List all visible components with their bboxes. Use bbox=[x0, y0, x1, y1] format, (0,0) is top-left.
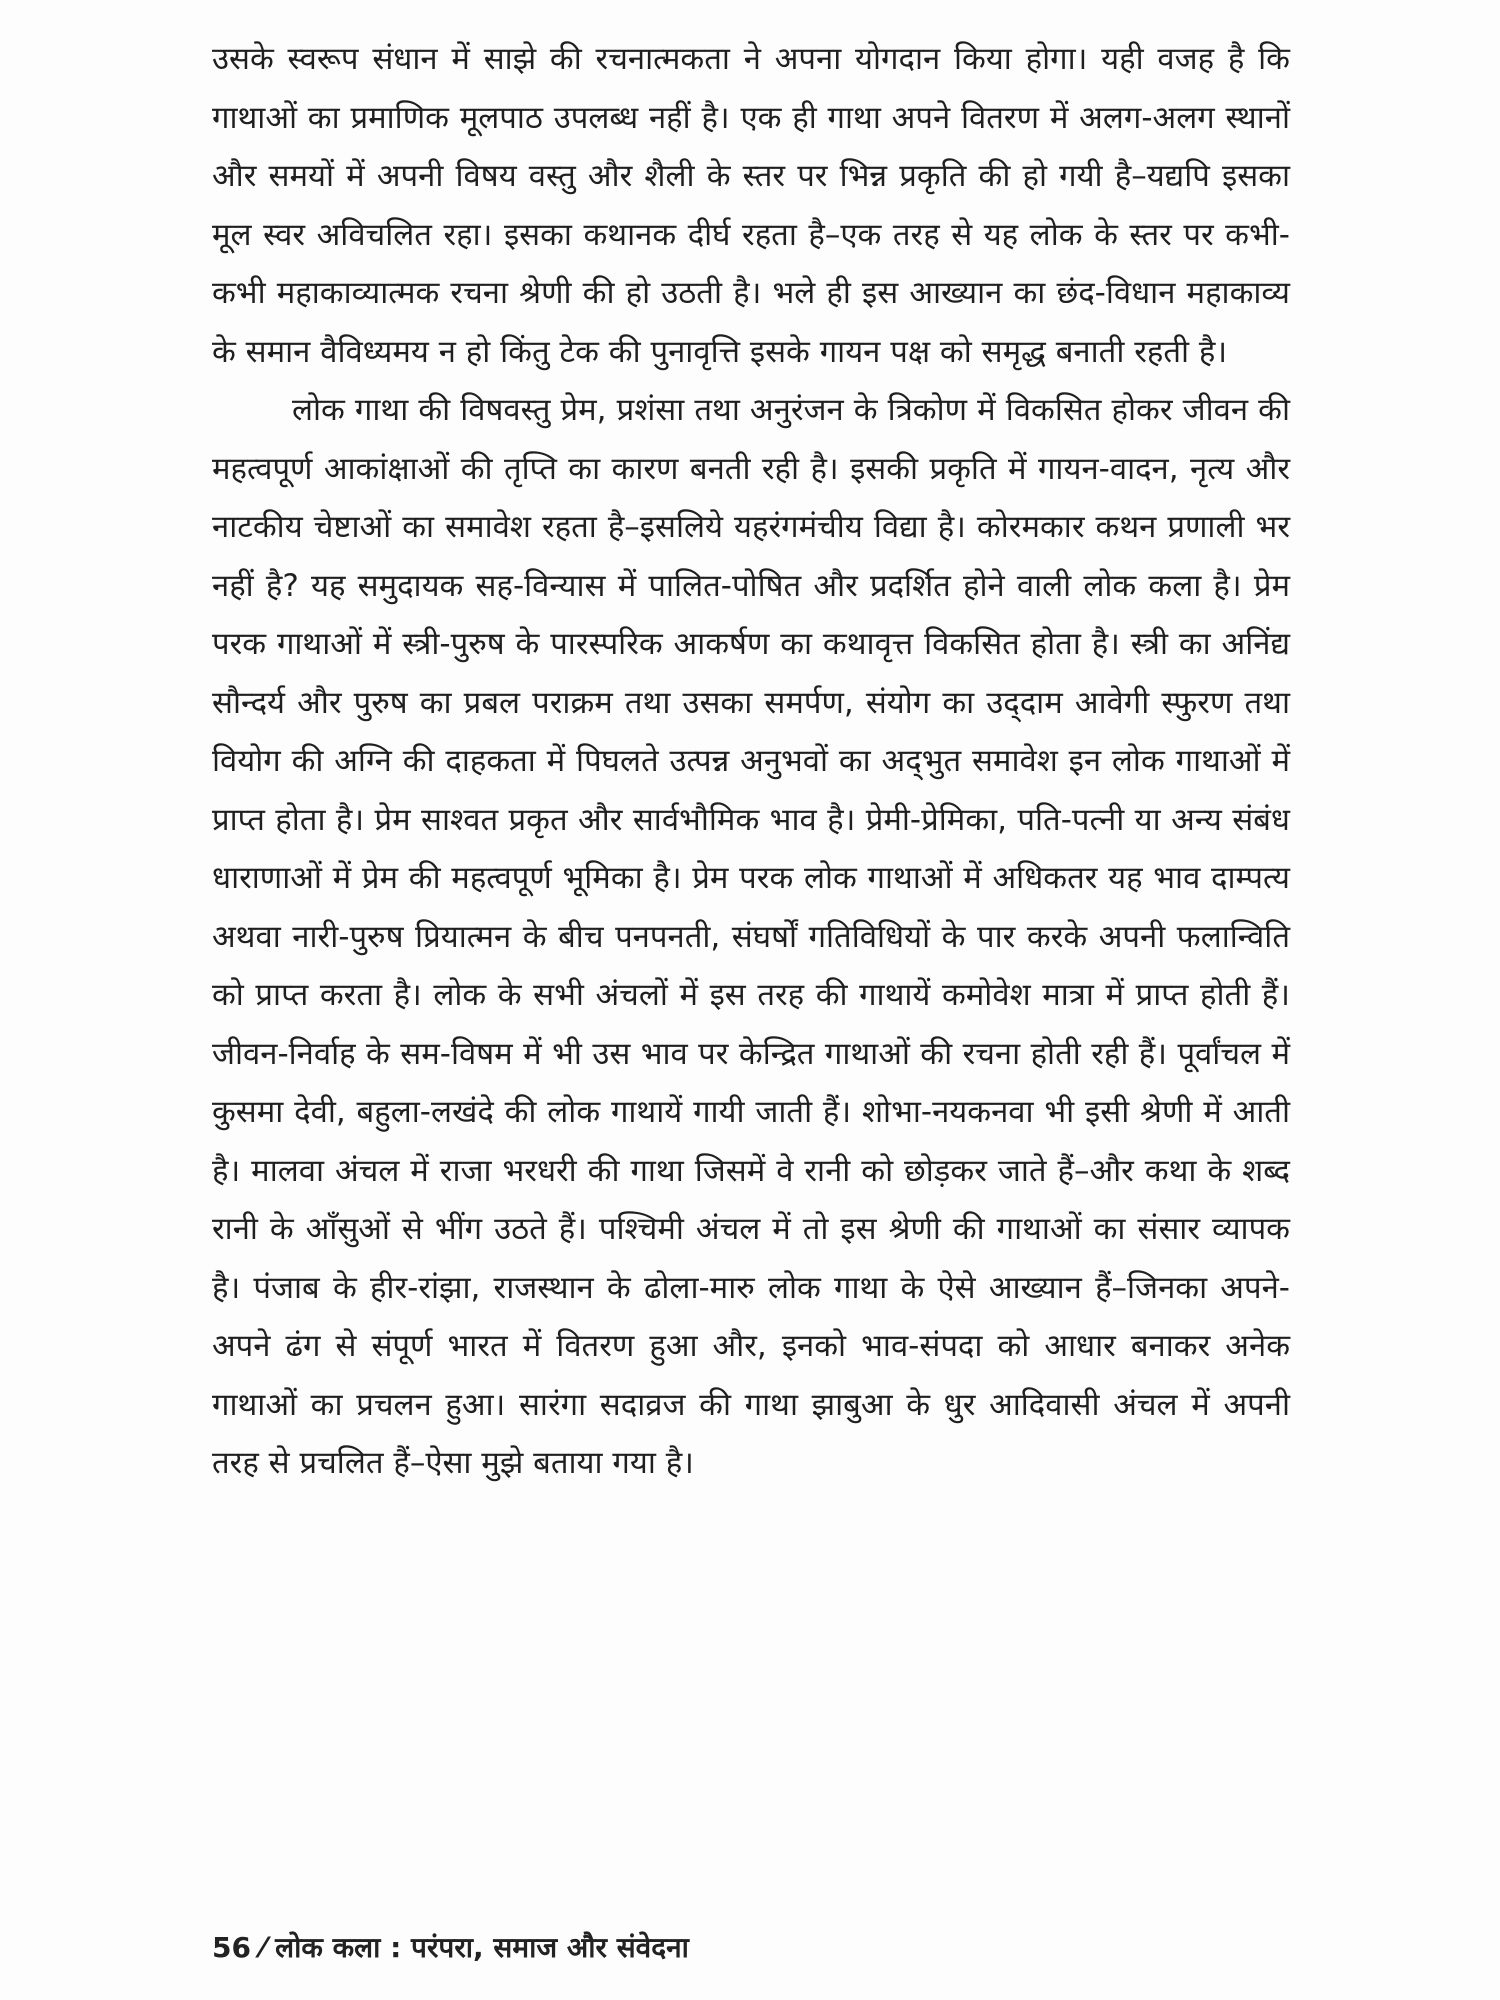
page-footer: 56 ⁄ लोक कला : परंपरा, समाज और संवेदना bbox=[212, 1931, 689, 1964]
paragraph-lok-gatha: लोक गाथा की विषवस्तु प्रेम, प्रशंसा तथा अनुरंजन के त्रिकोण में विकसित होकर जीवन की महत्वपूर्ण आकांक्षाओं की तृप्ति का कारण बनती रही है। इसकी प्रकृति में गायन-वादन, नृत्य और नाटकीय चेष्टाओं का समावेश रहता है–इसलिये यहरंगमंचीय विद्या है। कोरमकार कथन प्रणाली भर नहीं है? यह समुदायक सह-विन्यास में पालित-पोषित और प्रदर्शित होने वाली लोक कला है। प्रेम परक गाथाओं में स्त्री-पुरुष के पारस्परिक आकर्षण का कथावृत्त विकसित होता है। स्त्री का अनिंद्य सौन्दर्य और पुरुष का प्रबल पराक्रम तथा उसका समर्पण, संयोग का उद्‌दाम आवेगी स्फुरण तथा वियोग की अग्नि की दाहकता में पिघलते उत्पन्न अनुभवों का अद्‌भुत समावेश इन लोक गाथाओं में प्राप्त होता है। प्रेम साश्वत प्रकृत और सार्वभौमिक भाव है। प्रेमी-प्रेमिका, पति-पत्नी या अन्य संबंध धाराणाओं में प्रेम की महत्वपूर्ण भूमिका है। प्रेम परक लोक गाथाओं में अधिकतर यह भाव दाम्पत्य अथवा नारी-पुरुष प्रियात्मन के बीच पनपनती, संघर्षों गतिविधियों के पार करके अपनी फलान्विति को प्राप्त करता है। लोक के सभी अंचलों में इस तरह की गाथायें कमोवेश मात्रा में प्राप्त होती हैं। जीवन-निर्वाह के सम-विषम में भी उस भाव पर केन्द्रित गाथाओं की रचना होती रही हैं। पूर्वांचल में कुसमा देवी, बहुला-लखंदे की लोक गाथायें गायी जाती हैं। शोभा-नयकनवा भी इसी श्रेणी में आती है। मालवा अंचल में राजा भरधरी की गाथा जिसमें वे रानी को छोड़कर जाते हैं–और कथा के शब्द रानी के आँसुओं से भींग उठते हैं। पश्चिमी अंचल में तो इस श्रेणी की गाथाओं का संसार व्यापक है। पंजाब के हीर-रांझा, राजस्थान के ढोला-मारु लोक गाथा के ऐसे आख्यान हैं–जिनका अपने-अपने ढंग से संपूर्ण भारत में वितरण हुआ और, इनको भाव-संपदा को आधार बनाकर अनेक गाथाओं का प्रचलन हुआ। सारंगा सदाव्रज की गाथा झाबुआ के धुर आदिवासी अंचल में अपनी तरह से प्रचलित हैं–ऐसा मुझे बताया गया है। bbox=[212, 392, 1290, 1481]
body-text bbox=[212, 30, 1290, 1493]
paragraph-continued: उसके स्वरूप संधान में साझे की रचनात्मकता ने अपना योगदान किया होगा। यही वजह है कि गाथाओं का प्रमाणिक मूलपाठ उपलब्ध नहीं है। एक ही गाथा अपने वितरण में अलग-अलग स्थानों और समयों में अपनी विषय वस्तु और शैली के स्तर पर भिन्न प्रकृति की हो गयी है–यद्यपि इसका मूल स्वर अविचलित रहा। इसका कथानक दीर्घ रहता है–एक तरह से यह लोक के स्तर पर कभी-कभी महाकाव्यात्मक रचना श्रेणी की हो उठती है। भले ही इस आख्यान का छंद-विधान महाकाव्य के समान वैविध्यमय न हो किंतु टेक की पुनावृत्ति इसके गायन पक्ष को समृद्ध बनाती रहती है। bbox=[212, 41, 1290, 370]
